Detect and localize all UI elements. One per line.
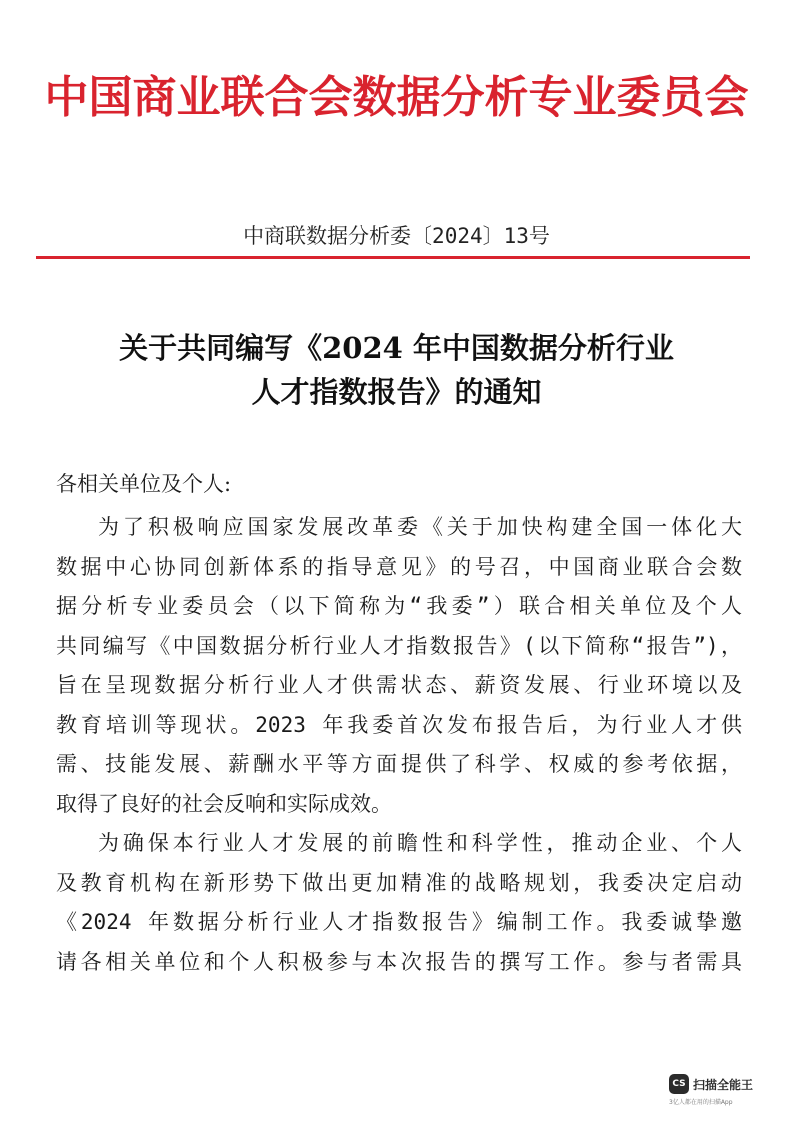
paragraph-1: [56, 508, 742, 824]
paragraph-line: 取得了良好的社会反响和实际成效。: [56, 791, 392, 816]
body-text: [56, 508, 742, 982]
paragraph-line: 需、技能发展、薪酬水平等方面提供了科学、权威的参考依据，: [56, 752, 742, 776]
paragraph-2: [56, 824, 742, 982]
camscanner-logo-icon: CS: [669, 1074, 689, 1094]
scanner-watermark: [669, 1074, 779, 1106]
paragraph-line: 旨在呈现数据分析行业人才供需状态、薪资发展、行业环境以及: [56, 673, 742, 697]
document-number: 中商联数据分析委〔2024〕13号: [243, 224, 550, 248]
watermark-app-name: 扫描全能王: [693, 1077, 754, 1092]
paragraph-line: 数据中心协同创新体系的指导意见》的号召，中国商业联合会数: [56, 554, 742, 579]
paragraph-line: 共同编写《中国数据分析行业人才指数报告》(以下简称“报告”)，: [56, 633, 742, 658]
salutation: 各相关单位及个人:: [56, 472, 232, 496]
org-header-title: 中国商业联合会数据分析专业委员会: [44, 72, 749, 123]
paragraph-line: 为了积极响应国家发展改革委《关于加快构建全国一体化大: [98, 515, 742, 539]
paragraph-line: 为确保本行业人才发展的前瞻性和科学性，推动企业、个人: [98, 831, 742, 855]
watermark-slogan: 3亿人都在用的扫描App: [669, 1099, 733, 1106]
red-divider-line: [36, 256, 750, 259]
notice-title-line-1: 关于共同编写《2024 年中国数据分析行业: [119, 331, 674, 365]
paragraph-line: 据分析专业委员会（以下简称为“我委”）联合相关单位及个人: [56, 594, 742, 618]
paragraph-line: 《2024 年数据分析行业人才指数报告》编制工作。我委诚挚邀: [56, 910, 742, 934]
notice-title-line-2: 人才指数报告》的通知: [251, 375, 542, 409]
paragraph-line: 请各相关单位和个人积极参与本次报告的撰写工作。参与者需具: [56, 949, 742, 974]
paragraph-line: 及教育机构在新形势下做出更加精准的战略规划，我委决定启动: [56, 870, 742, 895]
notice-title: [0, 326, 793, 414]
paragraph-line: 教育培训等现状。2023 年我委首次发布报告后，为行业人才供: [56, 712, 742, 737]
